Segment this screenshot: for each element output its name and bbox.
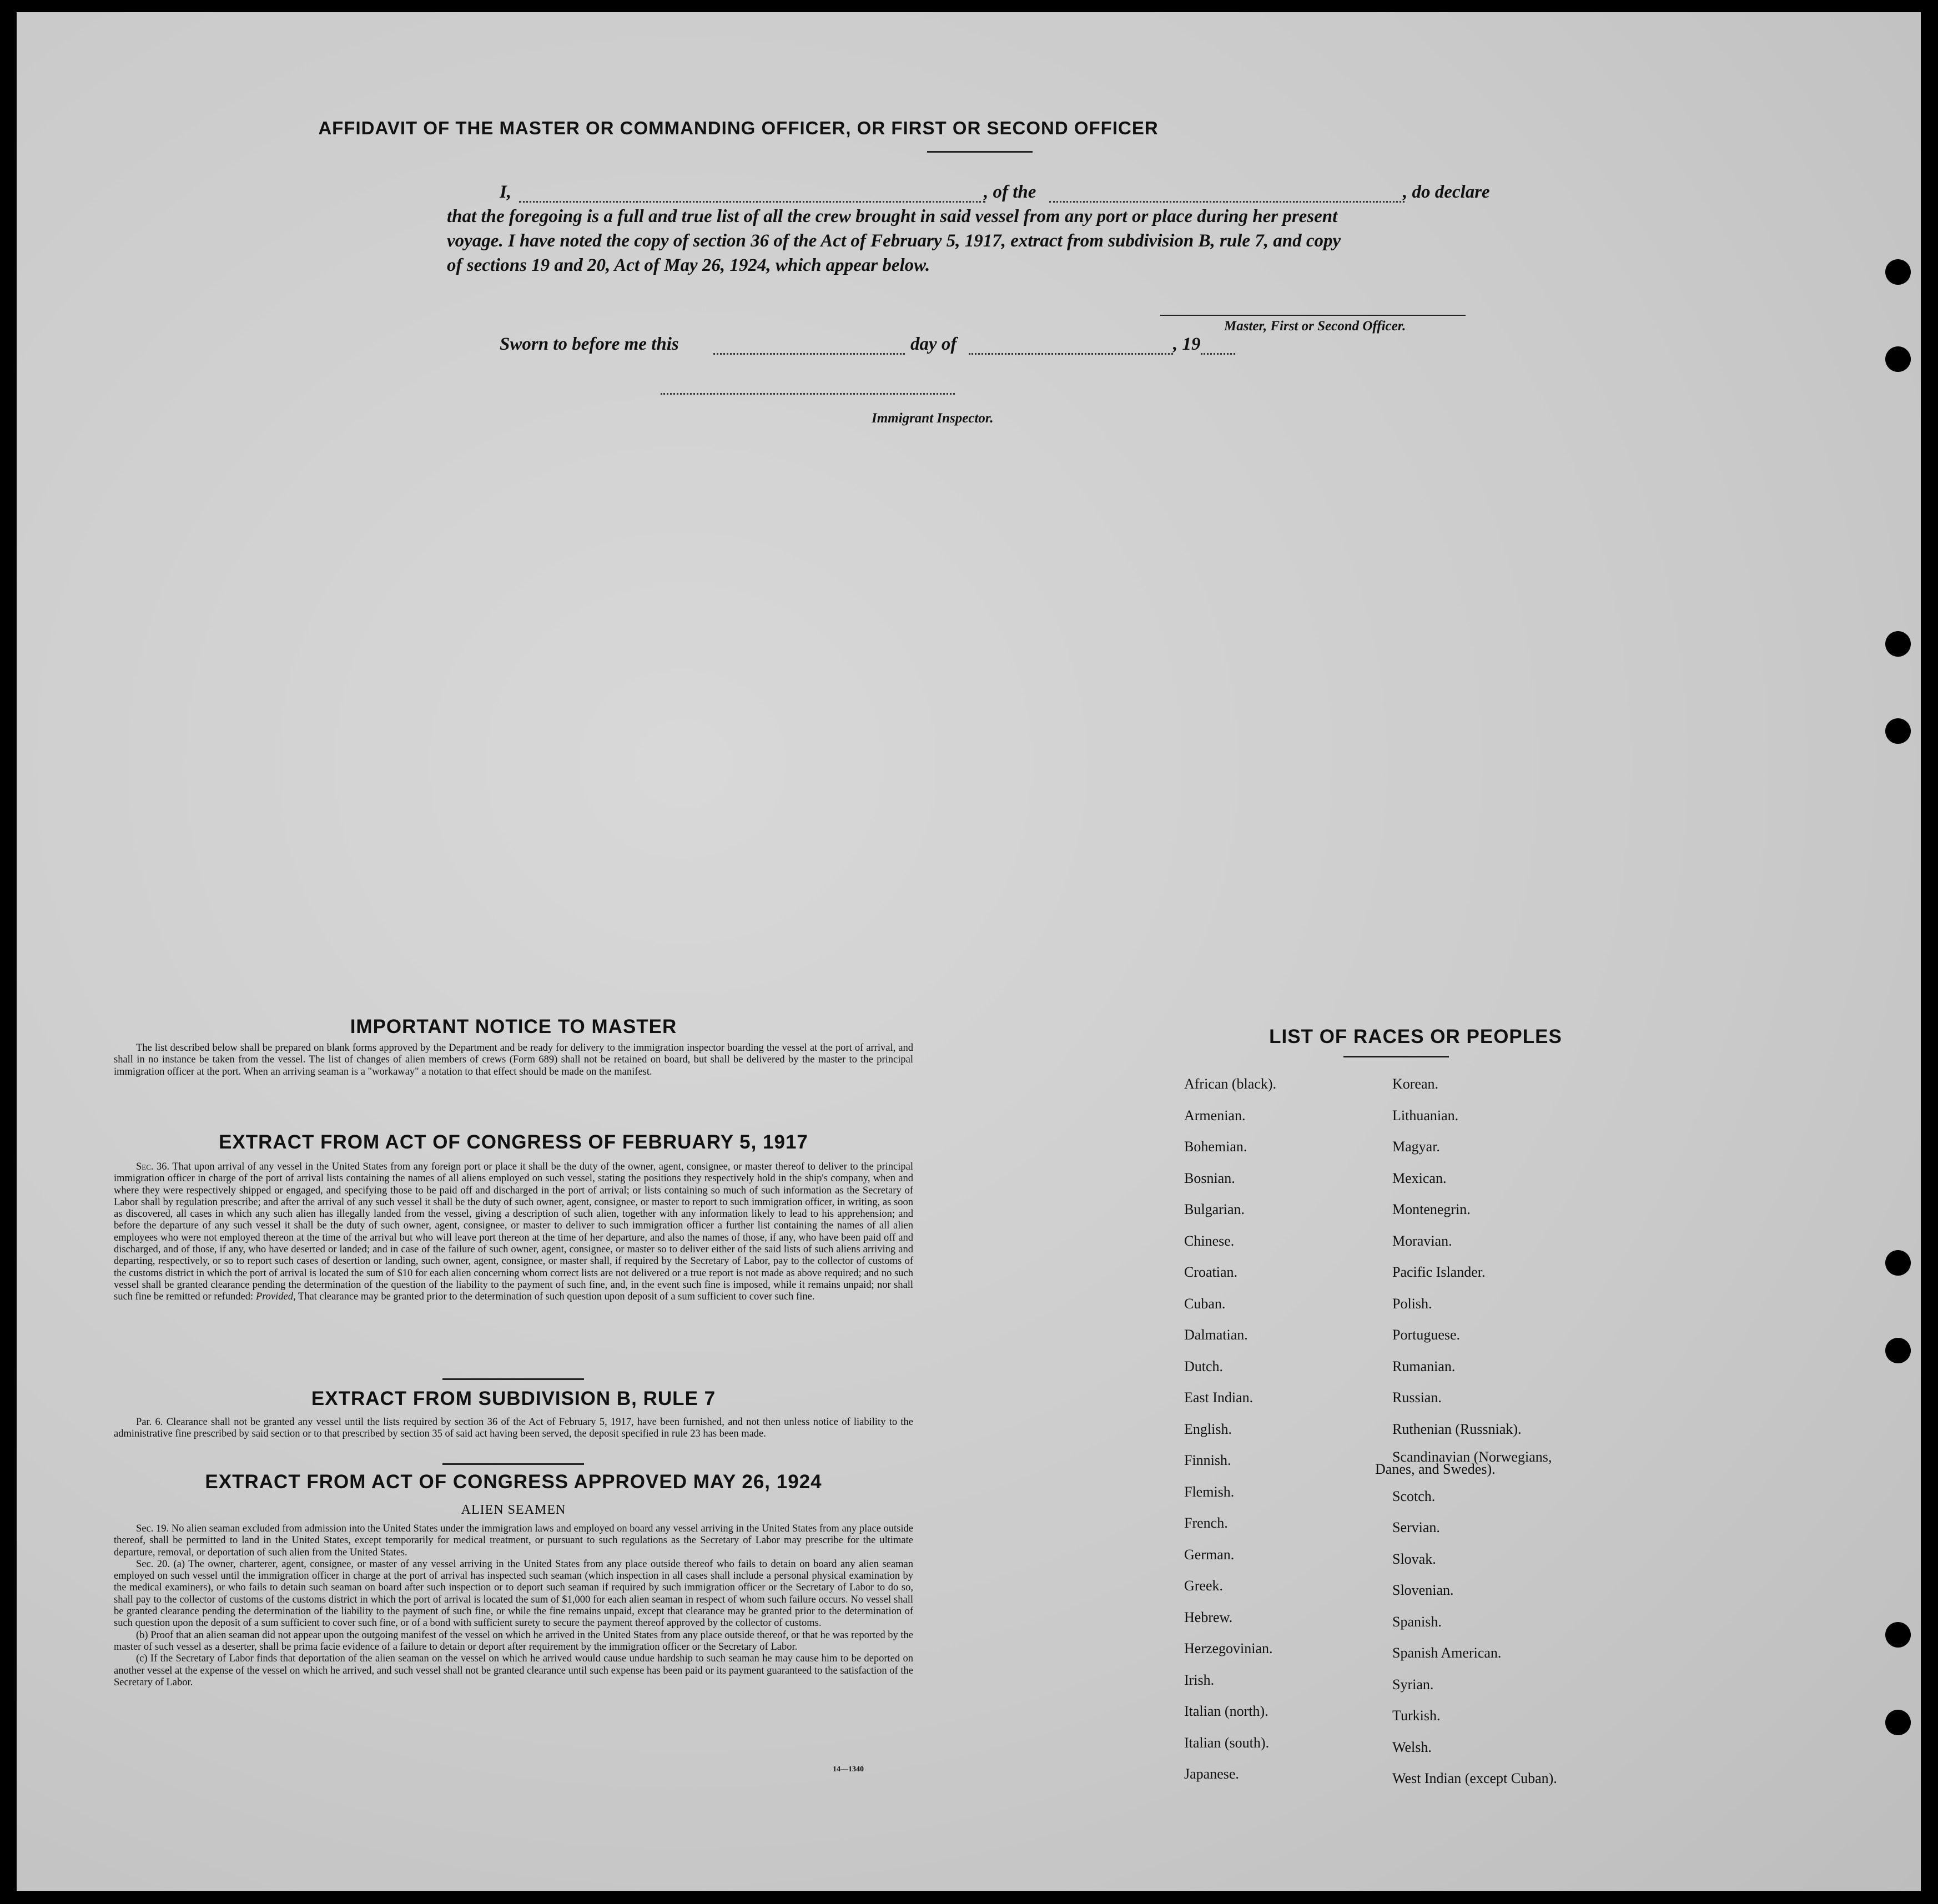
race-item: Hebrew. [1184,1609,1233,1625]
sec20c-paragraph [114,1653,913,1689]
race-item: Pacific Islander. [1392,1264,1486,1280]
affidavit-of-the-label: , of the [984,182,1036,202]
race-item: Slovenian. [1392,1582,1454,1598]
par6-label: Par. 6. [136,1417,163,1428]
sec20b-text: Proof that an alien seaman did not appear upon the outgoing manifest of the vessel on which he arrived in the United States from any place outside thereof, or that he was reported by the master of such vessel as a deserter, shall be prima facie evidence of a failure to detain or deport after requirement by the immigration officer or the Secretary of Labor. [114,1629,914,1653]
sworn-month-field[interactable] [969,353,1173,355]
sec36-paragraph [114,1161,913,1303]
title-underline [927,151,1033,153]
vessel-field[interactable] [1049,201,1405,203]
race-item: Dutch. [1184,1358,1224,1374]
year-label: , 19 [1173,334,1201,354]
races-title: LIST OF RACES OR PEOPLES [1269,1026,1562,1047]
race-item: Finnish. [1184,1452,1231,1468]
race-item: Greek. [1184,1578,1224,1594]
sec20b-label: (b) [136,1629,148,1641]
race-item: Slovak. [1392,1550,1436,1567]
race-item: Syrian. [1392,1676,1434,1693]
race-item: East Indian. [1184,1389,1254,1406]
race-item: Italian (north). [1184,1703,1268,1719]
sworn-year-field[interactable] [1201,353,1235,355]
extract-rule7-title: EXTRACT FROM SUBDIVISION B, RULE 7 [311,1388,716,1409]
sec19-label: Sec. 19. [136,1523,169,1534]
sec36-text-end: That clearance may be granted prior to the determination of such question upon deposit of a sum sufficient to cover such fine. [298,1291,815,1303]
extract-rule7-text [114,1417,913,1440]
race-item: Scotch. [1392,1488,1436,1504]
inspector-signature-line[interactable] [661,393,955,395]
rule7-paragraph [114,1417,913,1440]
punch-hole [1885,1338,1911,1363]
sec19-text: No alien seaman excluded from admission into the United States under the immigration laws and employed on board any vessel arriving in the United States from any place outside thereof, shall be permitted to land in the United States, except temporarily for medical treatment, or pursuant to such regulations as the Secretary of Labor may prescribe for the ultimate departure, removal, or deportation of such alien from the United States. [114,1523,913,1558]
affidavit-line-2: that the foregoing is a full and true list of all the crew brought in said vessel from any port or place during her present [447,206,1338,226]
punch-hole [1885,631,1911,657]
punch-hole [1885,1710,1911,1735]
master-signature-line[interactable] [1160,315,1466,316]
race-item: Armenian. [1184,1107,1246,1124]
sec36-label: Sec. 36. [136,1161,170,1172]
punch-hole [1885,346,1911,372]
punch-hole [1885,1622,1911,1648]
race-item: Turkish. [1392,1707,1441,1724]
sec36-text: That upon arrival of any vessel in the United States from any foreign port or place it shall be the duty of the owner, agent, consignee, or master thereof to deliver to the principal immigration officer in charge of the port of arrival lists containing the names of all aliens employed on such vessel, stating the positions they respectively hold in the ship's company, when and where they were respectively shipped or engaged, and specifying those to be paid off and discharged in the port of arrival; or lists containing so much of such information as the Secretary of Labor shall by regulation prescribe; and after the arrival of any such vessel it shall be the duty of such owner, agent, consignee, or master to report to such immigration officer, in writing, as soon as discovered, all cases in which any such alien has illegally landed from the vessel, giving a description of such alien, together with any information likely to lead to his apprehension; and before the departure of any such vessel it shall be the duty of such owner, agent, consignee, or master to deliver to such immigration officer a further list containing the names of all alien employees who were not employed thereon at the time of the arrival but who will leave port thereon at the time of her departure, and also the names of those, if any, who have been paid off and discharged, and of those, if any, who have deserted or landed; and in case of the failure of such owner, agent, consignee, or master so to deliver either of the said lists of such aliens arriving and departing, respectively, or so to report such cases of desertion or landing, such owner, agent, consignee, or master shall, if required by the Secretary of Labor, pay to the collector of customs of the customs district in which the port of arrival is located the sum of $10 for each alien concerning whom correct lists are not delivered or a true report is not made as above required; and no such vessel shall be granted clearance pending the determination of the question of the liability to the payment of such fine, and, in the event such fine is imposed, while it remains unpaid; nor shall such fine be remitted or refunded: [114,1161,913,1303]
sec20c-label: (c) [136,1653,148,1665]
race-item: French. [1184,1515,1228,1531]
section-divider [442,1378,584,1380]
race-item: Spanish American. [1392,1645,1502,1661]
race-item: Bulgarian. [1184,1201,1245,1217]
race-item: Polish. [1392,1295,1432,1312]
extract-1917-title: EXTRACT FROM ACT OF CONGRESS OF FEBRUARY 5, 1917 [219,1131,808,1153]
day-of-label: day of [910,334,957,354]
race-item: Spanish. [1392,1613,1442,1630]
punch-hole [1885,1250,1911,1276]
alien-seamen-subtitle: ALIEN SEAMEN [461,1503,566,1517]
race-item: Montenegrin. [1392,1201,1471,1217]
extract-1924-text [114,1523,913,1689]
race-item: Chinese. [1184,1232,1235,1249]
race-item: Moravian. [1392,1232,1452,1249]
race-item: Bosnian. [1184,1170,1235,1186]
race-item: Rumanian. [1392,1358,1456,1374]
race-item: Bohemian. [1184,1139,1247,1155]
sec20c-text: If the Secretary of Labor finds that deportation of the alien seaman on the vessel on which he arrived would cause undue hardship to such seaman he may cause him to be deported on another vessel at the expense of the vessel on which he arrived, and such vessel shall not be granted clearance until such expense has been paid or its payment guaranteed to the satisfaction of the Secretary of Labor. [114,1653,913,1688]
affidavit-title: AFFIDAVIT OF THE MASTER OR COMMANDING OFFICER, OR FIRST OR SECOND OFFICER [318,118,1159,138]
race-item: Portuguese. [1392,1327,1461,1343]
race-item: Cuban. [1184,1295,1226,1312]
race-item: German. [1184,1546,1235,1563]
race-item: English. [1184,1421,1232,1437]
race-item: Scandinavian (Norwegians, [1392,1449,1552,1465]
notice-text [114,1042,913,1078]
race-item: Welsh. [1392,1739,1432,1755]
race-item: Mexican. [1392,1170,1447,1186]
race-item: Servian. [1392,1519,1440,1535]
sworn-label: Sworn to before me this [500,334,679,354]
race-item: Italian (south). [1184,1734,1270,1751]
affidavit-line-3: voyage. I have noted the copy of section 36 of the Act of February 5, 1917, extract from subdivision B, rule 7, and copy [447,231,1341,251]
notice-title: IMPORTANT NOTICE TO MASTER [350,1016,677,1037]
race-item: African (black). [1184,1076,1277,1092]
section-divider [442,1463,584,1465]
master-signature-label: Master, First or Second Officer. [1224,319,1406,334]
races-title-underline [1343,1056,1449,1057]
affidavit-do-declare-label: , do declare [1403,182,1490,202]
sworn-day-field[interactable] [713,353,905,355]
sec20a-text: The owner, charterer, agent, consignee, or master of any vessel arriving in the United States from any place outside thereof who fails to detain on board any alien seaman employed on such vessel until the immigration officer in charge at the port of arrival has inspected such seaman (which inspection in all cases shall include a personal physical examination by the medical examiners), or who fails to detain such seaman on board after such inspection or to deport such seaman if required by such immigration officer or the Secretary of Labor to do so, shall pay to the collector of customs of the customs district in which the port of arrival is located the sum of $1,000 for each alien seaman in respect of whom such failure occurs. No vessel shall be granted clearance pending the determination of the liability to the payment of such fine, or while the fine remains unpaid, except that clearance may be granted prior to the determination of such question upon the deposit of a sum sufficient to cover such fine, or of a bond with sufficient surety to secure the payment thereof approved by the collector of customs. [114,1558,913,1629]
notice-paragraph: The list described below shall be prepared on blank forms approved by the Department and be ready for delivery to the immigration inspector boarding the vessel at the port of arrival, and shall in no instance be taken from the vessel. The list of changes of alien members of crews (Form 689) shall not be retained on board, but shall be delivered by the master to the principal immigration officer at the port. When an arriving seaman is a "workaway" a notation to that effect should be made on the manifest. [114,1042,913,1077]
race-item: Russian. [1392,1389,1442,1406]
rule7-text: Clearance shall not be granted any vessel until the lists required by section 36 of the Act of February 5, 1917, have been furnished, and not then unless notice of liability to the administrative fine prescribed by said section or to that prescribed by section 35 of said act having been served, the deposit specified in rule 23 has been made. [114,1417,914,1440]
extract-1917-text [114,1161,913,1303]
punch-hole [1885,718,1911,744]
race-item: Irish. [1184,1671,1215,1688]
race-item: Japanese. [1184,1766,1239,1782]
affidavit-i-label: I, [500,182,512,202]
race-item: Flemish. [1184,1483,1235,1500]
race-item: Croatian. [1184,1264,1238,1280]
sec20a-paragraph [114,1559,913,1630]
race-item: Herzegovinian. [1184,1640,1273,1656]
race-item: Ruthenian (Russniak). [1392,1421,1522,1437]
race-item: Korean. [1392,1076,1439,1092]
document-page [17,12,1921,1891]
race-item: Magyar. [1392,1139,1440,1155]
sec19-paragraph [114,1523,913,1559]
race-item: Dalmatian. [1184,1327,1248,1343]
form-number: 14—1340 [833,1765,864,1774]
extract-1924-title: EXTRACT FROM ACT OF CONGRESS APPROVED MAY 26, 1924 [205,1471,822,1493]
race-item: West Indian (except Cuban). [1392,1770,1557,1786]
inspector-label: Immigrant Inspector. [872,411,994,426]
punch-hole [1885,259,1911,285]
sec20b-paragraph [114,1630,913,1654]
race-item: Lithuanian. [1392,1107,1459,1124]
name-field[interactable] [519,201,985,203]
sec20-label: Sec. 20. (a) [136,1558,185,1570]
affidavit-line-4: of sections 19 and 20, Act of May 26, 1924, which appear below. [447,255,930,275]
provided-label: Provided, [255,1291,296,1303]
race-item-continuation: Danes, and Swedes). [1375,1461,1496,1477]
